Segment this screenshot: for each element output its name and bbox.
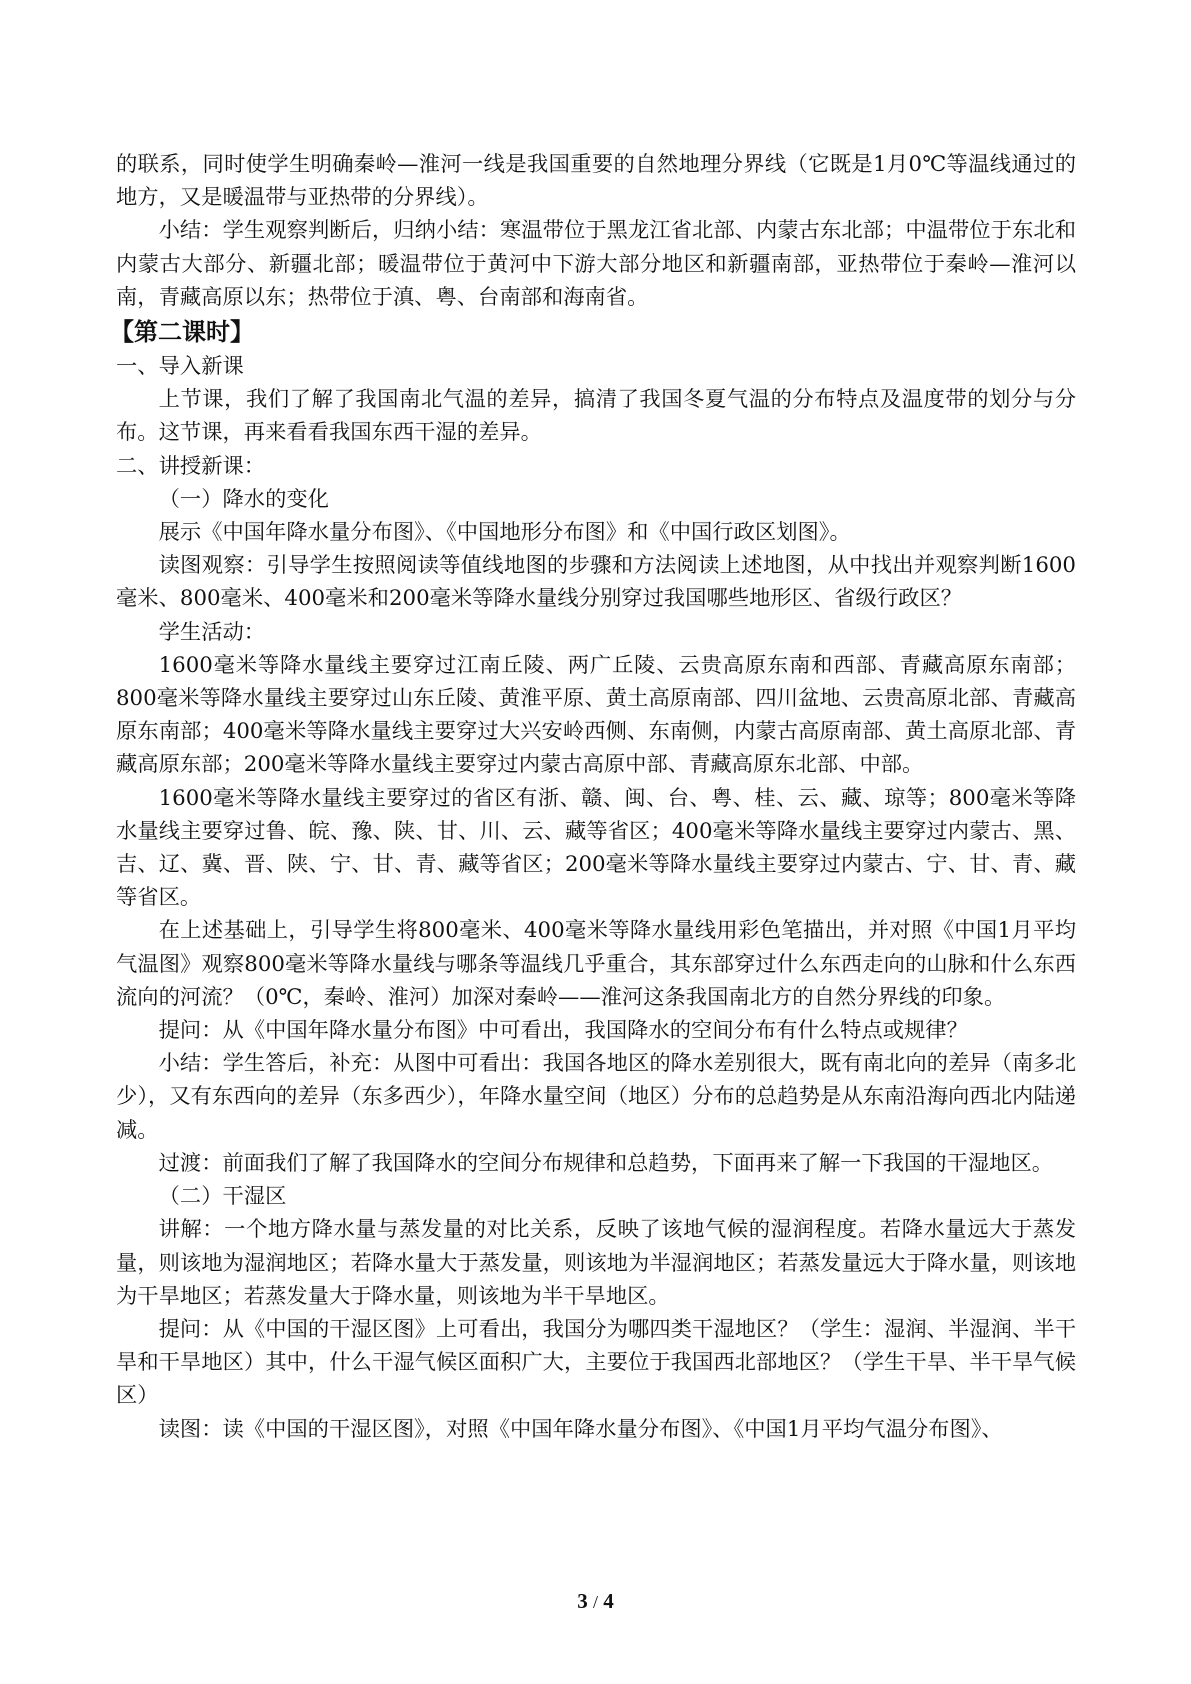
page-number-separator: / bbox=[592, 1592, 598, 1612]
subsection-title: （一）降水的变化 bbox=[158, 486, 329, 512]
paragraph: 上节课，我们了解了我国南北气温的差异，搞清了我国冬夏气温的分布特点及温度带的划分与分布。这节课，再来看看我国东西干湿的差异。 bbox=[116, 387, 1076, 446]
document-body bbox=[110, 148, 1076, 1446]
paragraph: 在上述基础上，引导学生将800毫米、400毫米等降水量线用彩色笔描出，并对照《中国1月平均气温图》观察800毫米等降水量线与哪条等温线几乎重合，其东部穿过什么东西走向的山脉和什么东西流向的河流？（0℃，秦岭、淮河）加深对秦岭——淮河这条我国南北方的自然分界线的印象。 bbox=[116, 918, 1076, 1010]
paragraph: 展示《中国年降水量分布图》、《中国地形分布图》和《中国行政区划图》。 bbox=[158, 520, 851, 546]
paragraph: 小结：学生观察判断后，归纳小结：寒温带位于黑龙江省北部、内蒙古东北部；中温带位于东北和内蒙古大部分、新疆北部；暖温带位于黄河中下游大部分地区和新疆南部，亚热带位于秦岭—淮河以南，青藏高原以东；热带位于滇、粤、台南部和海南省。 bbox=[116, 218, 1076, 310]
paragraph: 提问：从《中国的干湿区图》上可看出，我国分为哪四类干湿地区？（学生：湿润、半湿润、半干旱和干旱地区）其中，什么干湿气候区面积广大，主要位于我国西北部地区？（学生干旱、半干旱气候区） bbox=[116, 1316, 1076, 1409]
paragraph: 读图：读《中国的干湿区图》，对照《中国年降水量分布图》、《中国1月平均气温分布图》、 bbox=[158, 1416, 1003, 1442]
paragraph: 的联系，同时使学生明确秦岭—淮河一线是我国重要的自然地理分界线（它既是1月0℃等温线通过的地方，又是暖温带与亚热带的分界线）。 bbox=[116, 152, 1076, 211]
paragraph: 提问：从《中国年降水量分布图》中可看出，我国降水的空间分布有什么特点或规律？ bbox=[158, 1018, 968, 1044]
paragraph: 读图观察：引导学生按照阅读等值线地图的步骤和方法阅读上述地图，从中找出并观察判断1600毫米、800毫米、400毫米和200毫米等降水量线分别穿过我国哪些地形区、省级行政区？ bbox=[116, 553, 1076, 612]
paragraph: 过渡：前面我们了解了我国降水的空间分布规律和总趋势，下面再来了解一下我国的干湿地区。 bbox=[158, 1150, 1054, 1176]
section-heading: 【第二课时】 bbox=[110, 318, 254, 347]
subsection-title: （二）干湿区 bbox=[158, 1184, 287, 1210]
page-number bbox=[0, 1589, 1191, 1614]
paragraph: 小结：学生答后，补充：从图中可看出：我国各地区的降水差别很大，既有南北向的差异（南多北少），又有东西向的差异（东多西少），年降水量空间（地区）分布的总趋势是从东南沿海向西北内陆递减。 bbox=[116, 1051, 1076, 1143]
page-number-total: 4 bbox=[603, 1589, 614, 1613]
paragraph: 讲解：一个地方降水量与蒸发量的对比关系，反映了该地气候的湿润程度。若降水量远大于蒸发量，则该地为湿润地区；若降水量大于蒸发量，则该地为半湿润地区；若蒸发量远大于降水量，则该地为干旱地区；若蒸发量大于降水量，则该地为半干旱地区。 bbox=[116, 1217, 1076, 1309]
paragraph: 1600毫米等降水量线主要穿过的省区有浙、赣、闽、台、粤、桂、云、藏、琼等；800毫米等降水量线主要穿过鲁、皖、豫、陕、甘、川、云、藏等省区；400毫米等降水量线主要穿过内蒙古、黑、吉、辽、冀、晋、陕、宁、甘、青、藏等省区；200毫米等降水量线主要穿过内蒙古、宁、甘、青、藏等省区。 bbox=[116, 785, 1076, 911]
page-number-current: 3 bbox=[577, 1589, 588, 1613]
paragraph: 1600毫米等降水量线主要穿过江南丘陵、两广丘陵、云贵高原东南和西部、青藏高原东南部；800毫米等降水量线主要穿过山东丘陵、黄淮平原、黄土高原南部、四川盆地、云贵高原北部、青藏高原东南部；400毫米等降水量线主要穿过大兴安岭西侧、东南侧，内蒙古高原南部、黄土高原北部、青藏高原东部；200毫米等降水量线主要穿过内蒙古高原中部、青藏高原东北部、中部。 bbox=[116, 652, 1076, 778]
paragraph: 学生活动： bbox=[158, 619, 266, 645]
section-title: 一、导入新课 bbox=[116, 354, 244, 380]
section-title: 二、讲授新课： bbox=[116, 453, 266, 479]
